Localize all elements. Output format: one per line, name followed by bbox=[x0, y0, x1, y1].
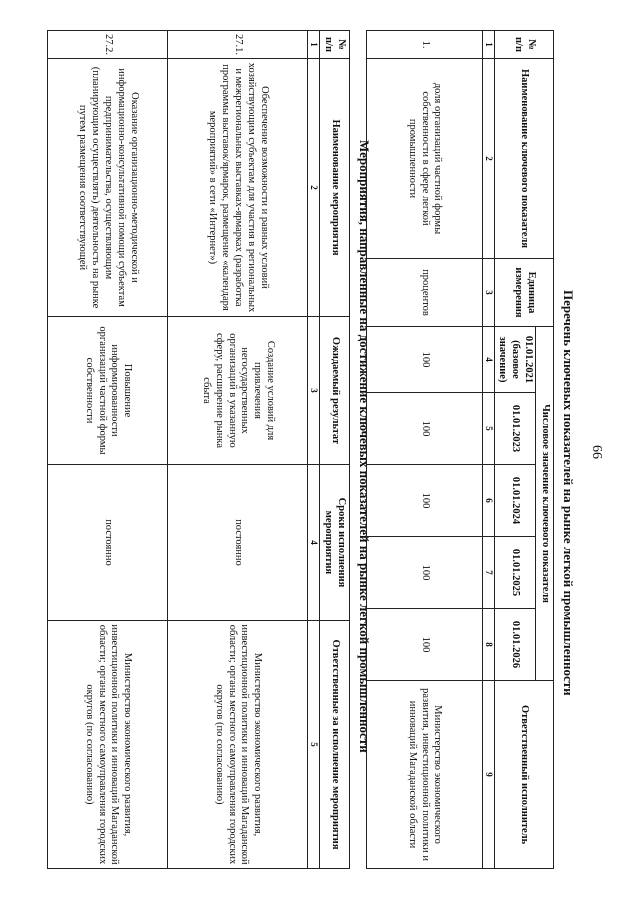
t1-colnum: 6 bbox=[482, 465, 494, 537]
t1-colnum: 1 bbox=[482, 31, 494, 59]
t1-colnum: 9 bbox=[482, 681, 494, 869]
t2-row2-num: 27.2. bbox=[48, 31, 168, 59]
t2-row1-term: постоянно bbox=[168, 465, 308, 621]
t2-colnum: 1 bbox=[308, 31, 320, 59]
t2-row2-resp: Министерство экономического развития, инвестиционной политики и инноваций Магаданской области; органы местного самоуправления городских округов (по согласованию) bbox=[48, 621, 168, 869]
t2-row1-result: Создание условий для привлечения негосударственных организаций в указанную сферу, расширение рынка сбыта bbox=[168, 317, 308, 465]
t1-column-numbers bbox=[482, 31, 494, 869]
t1-header-2024: 01.01.2024 bbox=[494, 465, 535, 537]
table-row bbox=[48, 31, 168, 869]
t2-colnum: 2 bbox=[308, 59, 320, 317]
t1-header-2025: 01.01.2025 bbox=[494, 537, 535, 609]
t2-header-name: Наименование мероприятия bbox=[320, 59, 350, 317]
t1-colnum: 8 bbox=[482, 609, 494, 681]
page-number: 66 bbox=[589, 445, 604, 459]
t1-row-2026: 100 bbox=[366, 609, 482, 681]
t1-header-2023: 01.01.2023 bbox=[494, 393, 535, 465]
t1-colnum: 7 bbox=[482, 537, 494, 609]
t1-header-2026: 01.01.2026 bbox=[494, 609, 535, 681]
t1-header-unit: Единица измерения bbox=[494, 259, 553, 327]
t1-colnum: 5 bbox=[482, 393, 494, 465]
t2-header-result: Ожидаемый результат bbox=[320, 317, 350, 465]
t2-colnum: 3 bbox=[308, 317, 320, 465]
t1-colnum: 2 bbox=[482, 59, 494, 259]
t1-row-resp: Министерство экономического развития, инвестиционной политики и инноваций Магаданской области bbox=[366, 681, 482, 869]
t2-row2-result: Повышение информированности организаций частной формы собственности bbox=[48, 317, 168, 465]
table-row bbox=[168, 31, 308, 869]
t2-colnum: 5 bbox=[308, 621, 320, 869]
t2-header-resp: Ответственные за исполнение мероприятия bbox=[320, 621, 350, 869]
t2-row1-resp: Министерство экономического развития, инвестиционной политики и инноваций Магаданской области; органы местного самоуправления городских округов (по согласованию) bbox=[168, 621, 308, 869]
t1-row-unit: процентов bbox=[366, 259, 482, 327]
t2-column-numbers bbox=[308, 31, 320, 869]
t1-colnum: 3 bbox=[482, 259, 494, 327]
t2-row2-name: Оказание организационно-методической и информационно-консультативной помощи субъектам предпринимательства, осуществляющим (планирующим осуществлять) деятельность на рынке путем размещения соответствующей bbox=[48, 59, 168, 317]
t2-row2-term: постоянно bbox=[48, 465, 168, 621]
key-indicators-table bbox=[366, 30, 554, 869]
t1-header-resp: Ответственный исполнитель bbox=[494, 681, 553, 869]
t2-colnum: 4 bbox=[308, 465, 320, 621]
table2-title: Мероприятия, направленные на достижение ключевых показателей на рынке легкой промышленности bbox=[357, 140, 372, 753]
t1-row-2024: 100 bbox=[366, 465, 482, 537]
t1-row-name: доля организаций частной формы собственности в сфере легкой промышленности bbox=[366, 59, 482, 259]
table-row bbox=[366, 31, 482, 869]
t2-row1-num: 27.1. bbox=[168, 31, 308, 59]
t1-row-2023: 100 bbox=[366, 393, 482, 465]
t2-header-term: Сроки исполнения мероприятия bbox=[320, 465, 350, 621]
table1-title: Перечень ключевых показателей на рынке легкой промышленности bbox=[561, 290, 576, 696]
t1-row-num: 1. bbox=[366, 31, 482, 59]
t2-header-num: № п/п bbox=[320, 31, 350, 59]
t1-header-name: Наименование ключевого показателя bbox=[494, 59, 553, 259]
t1-header-2021: 01.01.2021 (базовое значение) bbox=[494, 327, 535, 393]
measures-table bbox=[47, 30, 350, 869]
t1-row-2025: 100 bbox=[366, 537, 482, 609]
t1-colnum: 4 bbox=[482, 327, 494, 393]
t1-header-num: № п/п bbox=[494, 31, 553, 59]
t1-row-2021: 100 bbox=[366, 327, 482, 393]
t2-row1-name: Обеспечение возможности и равных условий хозяйствующим субъектам для участия в региональных и межрегиональных выставках-ярмарках (разработка программы выставок/ярмарок, размещение «календаря мероприятий» в сети «Интернет») bbox=[168, 59, 308, 317]
t1-header-group: Числовое значение ключевого показателя bbox=[536, 327, 554, 681]
